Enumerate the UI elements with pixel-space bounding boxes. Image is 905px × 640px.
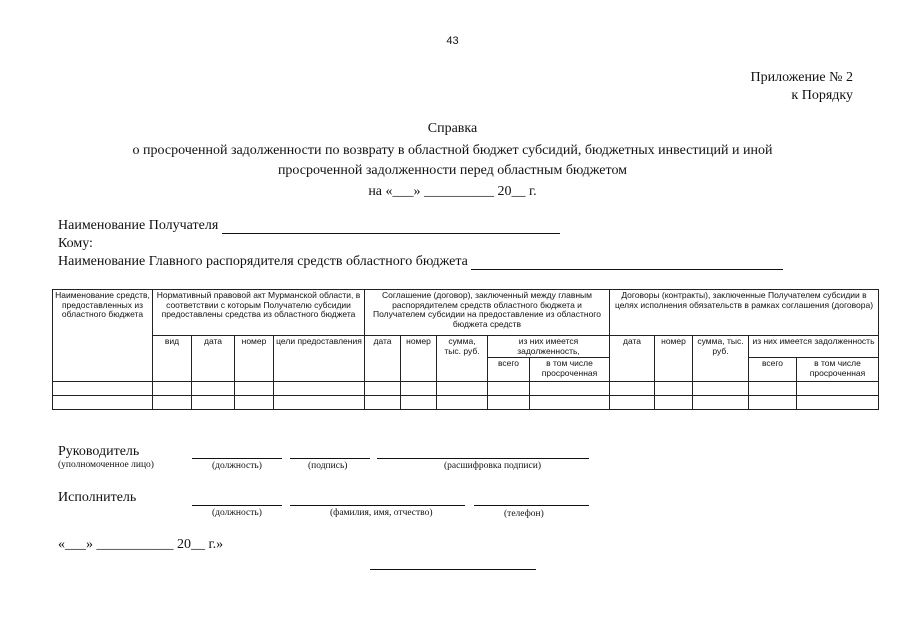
- head-decoding-line: [377, 458, 589, 459]
- recipient-blank: [222, 219, 560, 234]
- recipient-label: Наименование Получателя: [58, 218, 219, 233]
- con-debt-overdue: в том числе просроченная: [797, 358, 879, 382]
- table-row: [53, 382, 879, 396]
- agr-col-sum: сумма, тыс. руб.: [437, 336, 488, 382]
- chief-manager-blank: [471, 255, 783, 270]
- con-debt-total: всего: [749, 358, 797, 382]
- group-act-header: Нормативный правовой акт Мурманской области, в соответствии с которым Получателю субсидии предоставлены средства из областного бюджета: [153, 290, 365, 336]
- doc-subtitle-line1: о просроченной задолженности по возврату в областной бюджет субсидий, бюджетных инвестиций и иной: [132, 143, 773, 158]
- to-label: Кому:: [58, 236, 93, 251]
- debt-table: [52, 289, 879, 410]
- executor-position-line: [192, 505, 282, 506]
- executor-position-caption: (должность): [212, 508, 262, 518]
- act-col-date: дата: [192, 336, 235, 382]
- head-decoding-caption: (расшифровка подписи): [444, 461, 541, 471]
- chief-manager-label: Наименование Главного распорядителя средств областного бюджета: [58, 254, 468, 269]
- appendix-line2: к Порядку: [791, 88, 853, 103]
- agr-debt-total: всего: [488, 358, 530, 382]
- group-contracts-header: Договоры (контракты), заключенные Получателем субсидии в целях исполнения обязательств в рамках соглашения (договора): [610, 290, 879, 336]
- col-funds-header: Наименование средств, предоставленных из областного бюджета: [53, 290, 153, 382]
- con-col-number: номер: [655, 336, 693, 382]
- executor-phone-caption: (телефон): [504, 509, 544, 519]
- head-note: (уполномоченное лицо): [58, 460, 154, 470]
- recipient-field: [58, 218, 560, 234]
- footer-rule: [370, 569, 536, 570]
- doc-title: Справка: [427, 121, 478, 136]
- head-signature-line: [290, 458, 370, 459]
- executor-fio-caption: (фамилия, имя, отчество): [330, 508, 433, 518]
- group-agreement-header: Соглашение (договор), заключенный между главным распорядителем средств областного бюджета и Получателем субсидии на предоставление из областного бюджета средств: [365, 290, 610, 336]
- appendix-line1: Приложение № 2: [750, 70, 853, 85]
- final-date-line: «___» ___________ 20__ г.»: [58, 537, 224, 552]
- agr-col-date: дата: [365, 336, 401, 382]
- agr-col-number: номер: [401, 336, 437, 382]
- agr-col-debt: из них имеется задолженность,: [488, 336, 610, 358]
- act-col-purpose: цели предоставления: [274, 336, 365, 382]
- chief-manager-field: [58, 254, 783, 270]
- head-position-line: [192, 458, 282, 459]
- agr-debt-overdue: в том числе просроченная: [530, 358, 610, 382]
- act-col-number: номер: [235, 336, 274, 382]
- con-col-date: дата: [610, 336, 655, 382]
- doc-subtitle-line2: просроченной задолженности перед областным бюджетом: [277, 163, 628, 178]
- head-position-caption: (должность): [212, 461, 262, 471]
- con-col-sum: сумма, тыс. руб.: [693, 336, 749, 382]
- page-number: 43: [446, 35, 459, 47]
- executor-phone-line: [474, 505, 589, 506]
- act-col-type: вид: [153, 336, 192, 382]
- appendix-heading: [751, 69, 854, 105]
- doc-date-line: на «___» __________ 20__ г.: [368, 184, 537, 199]
- executor-label: Исполнитель: [58, 490, 137, 505]
- executor-fio-line: [290, 505, 465, 506]
- table-row: [53, 396, 879, 410]
- con-col-debt: из них имеется задолженность: [749, 336, 879, 358]
- head-label: Руководитель: [58, 444, 140, 459]
- head-signature-caption: (подпись): [308, 461, 348, 471]
